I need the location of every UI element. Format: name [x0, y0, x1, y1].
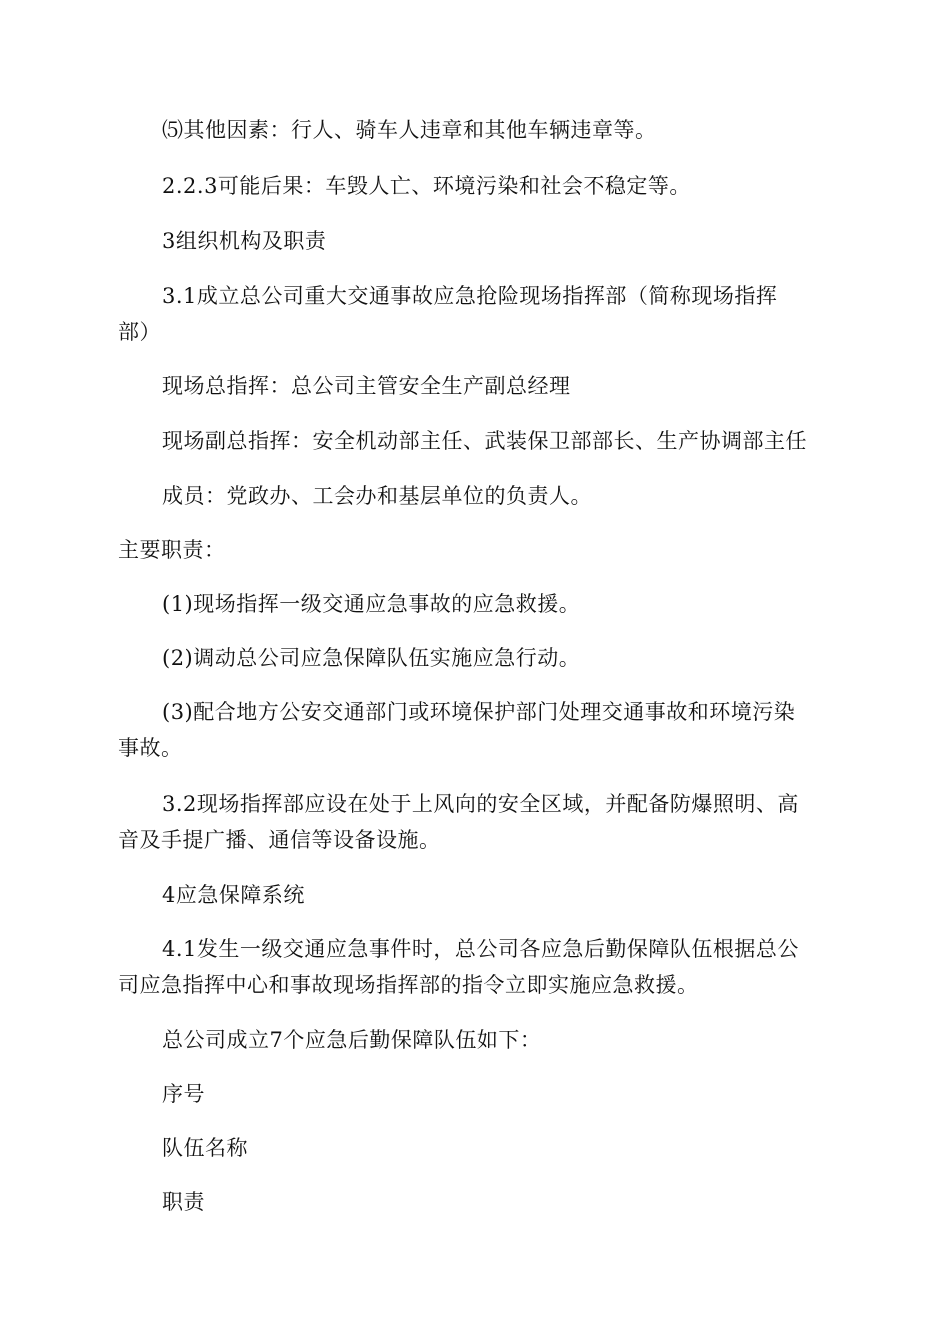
list-item-duty-3-line2: 事故。: [118, 736, 183, 760]
paragraph-command-location-line2: 音及手提广播、通信等设备设施。: [118, 828, 441, 852]
paragraph-members: 成员：党政办、工会办和基层单位的负责人。: [162, 484, 592, 508]
paragraph-chief-commander: 现场总指挥：总公司主管安全生产副总经理: [162, 374, 571, 398]
paragraph-command-location-line1: 3.2现场指挥部应设在处于上风向的安全区域，并配备防爆照明、高: [162, 792, 799, 816]
paragraph-main-duties: 主要职责：: [118, 538, 226, 562]
paragraph-teams-established: 总公司成立7个应急后勤保障队伍如下：: [162, 1028, 542, 1052]
list-item-duty-1: (1)现场指挥一级交通应急事故的应急救援。: [162, 592, 581, 616]
list-item-duty-2: (2)调动总公司应急保障队伍实施应急行动。: [162, 646, 581, 670]
section-heading-organization: 3组织机构及职责: [162, 229, 327, 253]
table-header-team-name: 队伍名称: [162, 1136, 248, 1160]
paragraph-other-factors: ⑸其他因素：行人、骑车人违章和其他车辆违章等。: [162, 118, 657, 142]
table-header-duties: 职责: [162, 1190, 205, 1214]
paragraph-command-post-line1: 3.1成立总公司重大交通事故应急抢险现场指挥部（简称现场指挥: [162, 284, 778, 308]
paragraph-possible-consequences: 2.2.3可能后果：车毁人亡、环境污染和社会不稳定等。: [162, 174, 691, 198]
paragraph-support-teams-line1: 4.1发生一级交通应急事件时，总公司各应急后勤保障队伍根据总公: [162, 937, 799, 961]
paragraph-command-post-line2: 部）: [118, 320, 161, 344]
paragraph-support-teams-line2: 司应急指挥中心和事故现场指挥部的指令立即实施应急救援。: [118, 973, 699, 997]
list-item-duty-3-line1: (3)配合地方公安交通部门或环境保护部门处理交通事故和环境污染: [162, 700, 796, 724]
table-header-serial-number: 序号: [162, 1082, 205, 1106]
section-heading-support-system: 4应急保障系统: [162, 883, 305, 907]
paragraph-deputy-commander: 现场副总指挥：安全机动部主任、武装保卫部部长、生产协调部主任: [162, 429, 807, 453]
